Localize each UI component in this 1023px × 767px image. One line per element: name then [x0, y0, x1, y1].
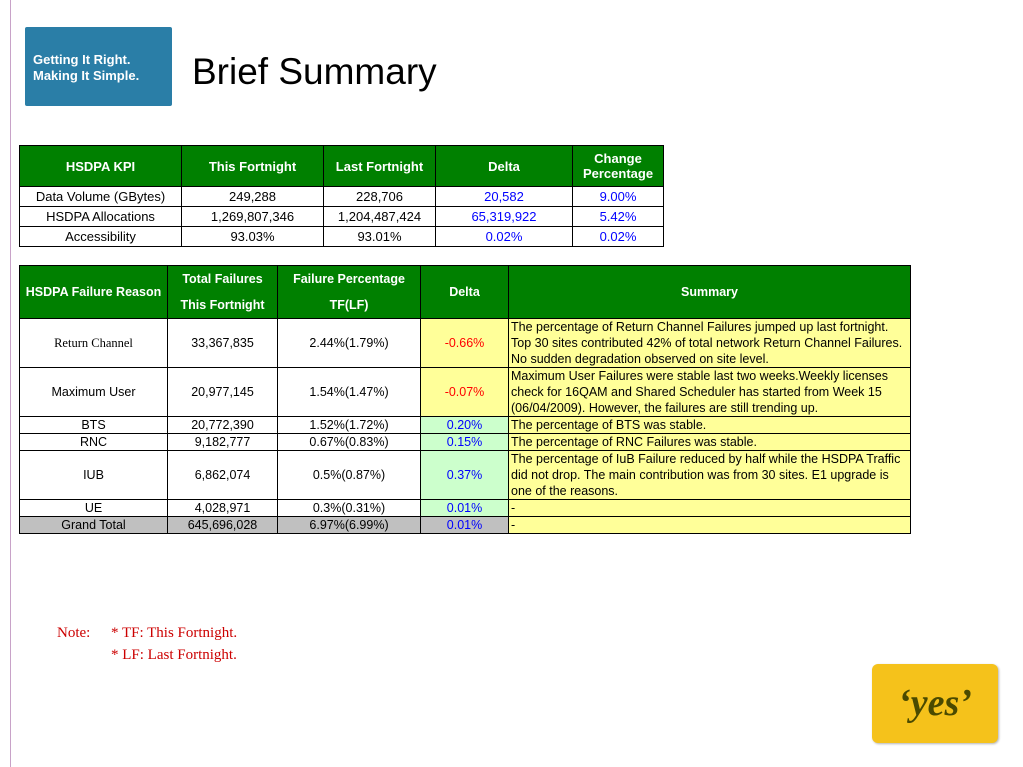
- kpi-cell: 9.00%: [573, 187, 664, 207]
- failure-reason-cell: Return Channel: [20, 319, 168, 368]
- kpi-cell: 249,288: [182, 187, 324, 207]
- failure-summary-cell: The percentage of Return Channel Failures jumped up last fortnight. Top 30 sites contributed 42% of total network Return Channel Failures. No sudden degradation observed on site level.: [509, 319, 911, 368]
- left-border-line: [10, 0, 11, 767]
- failure-cell: 33,367,835: [168, 319, 278, 368]
- kpi-cell: 0.02%: [573, 227, 664, 247]
- failure-reason-cell: UE: [20, 500, 168, 517]
- kpi-header-row: [20, 146, 664, 187]
- failure-delta-cell: 0.15%: [421, 434, 509, 451]
- failure-reason-cell: Maximum User: [20, 368, 168, 417]
- kpi-header-cell: Last Fortnight: [324, 146, 436, 187]
- failure-cell: 1.54%(1.47%): [278, 368, 421, 417]
- failure-cell: 6,862,074: [168, 451, 278, 500]
- failure-delta-cell: 0.01%: [421, 500, 509, 517]
- failure-summary-cell: Maximum User Failures were stable last two weeks.Weekly licenses check for 16QAM and Shared Scheduler has started from Week 15 (06/04/2009). However, the failures are still trending up.: [509, 368, 911, 417]
- failure-cell: 20,977,145: [168, 368, 278, 417]
- failure-summary-cell: -: [509, 517, 911, 534]
- kpi-cell: 228,706: [324, 187, 436, 207]
- failure-header-cell: HSDPA Failure Reason: [20, 266, 168, 319]
- failure-cell: 0.5%(0.87%): [278, 451, 421, 500]
- kpi-table: [19, 145, 664, 247]
- kpi-cell: 93.03%: [182, 227, 324, 247]
- kpi-row: [20, 187, 664, 207]
- kpi-header-cell: Delta: [436, 146, 573, 187]
- failure-cell: 645,696,028: [168, 517, 278, 534]
- grand-total-row: [20, 517, 911, 534]
- failure-cell: 0.3%(0.31%): [278, 500, 421, 517]
- kpi-cell: Data Volume (GBytes): [20, 187, 182, 207]
- failure-delta-cell: 0.20%: [421, 417, 509, 434]
- yes-brand-logo: ‘yes’: [872, 664, 998, 743]
- kpi-cell: 1,269,807,346: [182, 207, 324, 227]
- failure-cell: 6.97%(6.99%): [278, 517, 421, 534]
- kpi-row: [20, 207, 664, 227]
- failure-cell: 0.67%(0.83%): [278, 434, 421, 451]
- failure-delta-cell: 0.37%: [421, 451, 509, 500]
- kpi-header-cell: This Fortnight: [182, 146, 324, 187]
- failure-header-cell: Summary: [509, 266, 911, 319]
- failure-cell: 2.44%(1.79%): [278, 319, 421, 368]
- failure-row: [20, 417, 911, 434]
- failure-summary-cell: The percentage of BTS was stable.: [509, 417, 911, 434]
- failure-row: [20, 434, 911, 451]
- failure-delta-cell: 0.01%: [421, 517, 509, 534]
- kpi-row: [20, 227, 664, 247]
- kpi-cell: Accessibility: [20, 227, 182, 247]
- kpi-cell: 1,204,487,424: [324, 207, 436, 227]
- kpi-cell: 93.01%: [324, 227, 436, 247]
- kpi-cell: HSDPA Allocations: [20, 207, 182, 227]
- failure-cell: 20,772,390: [168, 417, 278, 434]
- footnote: [57, 622, 237, 666]
- kpi-cell: 65,319,922: [436, 207, 573, 227]
- note-label: Note:: [57, 625, 91, 641]
- failure-header-cell: Failure Percentage TF(LF): [278, 266, 421, 319]
- failure-row: [20, 319, 911, 368]
- failure-table: [19, 265, 911, 534]
- failure-cell: 9,182,777: [168, 434, 278, 451]
- failure-cell: 1.52%(1.72%): [278, 417, 421, 434]
- page-title: Brief Summary: [192, 51, 437, 92]
- failure-summary-cell: The percentage of IuB Failure reduced by half while the HSDPA Traffic did not drop. The main contribution was from 30 sites. E1 upgrade is one of the reasons.: [509, 451, 911, 500]
- company-logo: [25, 27, 172, 106]
- failure-cell: 4,028,971: [168, 500, 278, 517]
- failure-header-cell: Delta: [421, 266, 509, 319]
- failure-row: [20, 368, 911, 417]
- failure-delta-cell: -0.07%: [421, 368, 509, 417]
- note-line-1: * TF: This Fortnight.: [111, 625, 238, 641]
- failure-reason-cell: BTS: [20, 417, 168, 434]
- failure-reason-cell: IUB: [20, 451, 168, 500]
- kpi-cell: 5.42%: [573, 207, 664, 227]
- kpi-cell: 0.02%: [436, 227, 573, 247]
- kpi-header-cell: HSDPA KPI: [20, 146, 182, 187]
- kpi-cell: 20,582: [436, 187, 573, 207]
- failure-reason-cell: RNC: [20, 434, 168, 451]
- note-line-2: * LF: Last Fortnight.: [111, 647, 237, 663]
- failure-header-cell: Total Failures This Fortnight: [168, 266, 278, 319]
- failure-header-row: [20, 266, 911, 319]
- kpi-header-cell: Change Percentage: [573, 146, 664, 187]
- failure-row: [20, 451, 911, 500]
- logo-line-1: Getting It Right.: [33, 52, 131, 67]
- failure-reason-cell: Grand Total: [20, 517, 168, 534]
- failure-row: [20, 500, 911, 517]
- failure-delta-cell: -0.66%: [421, 319, 509, 368]
- failure-summary-cell: The percentage of RNC Failures was stable.: [509, 434, 911, 451]
- logo-line-2: Making It Simple.: [33, 68, 140, 83]
- failure-summary-cell: -: [509, 500, 911, 517]
